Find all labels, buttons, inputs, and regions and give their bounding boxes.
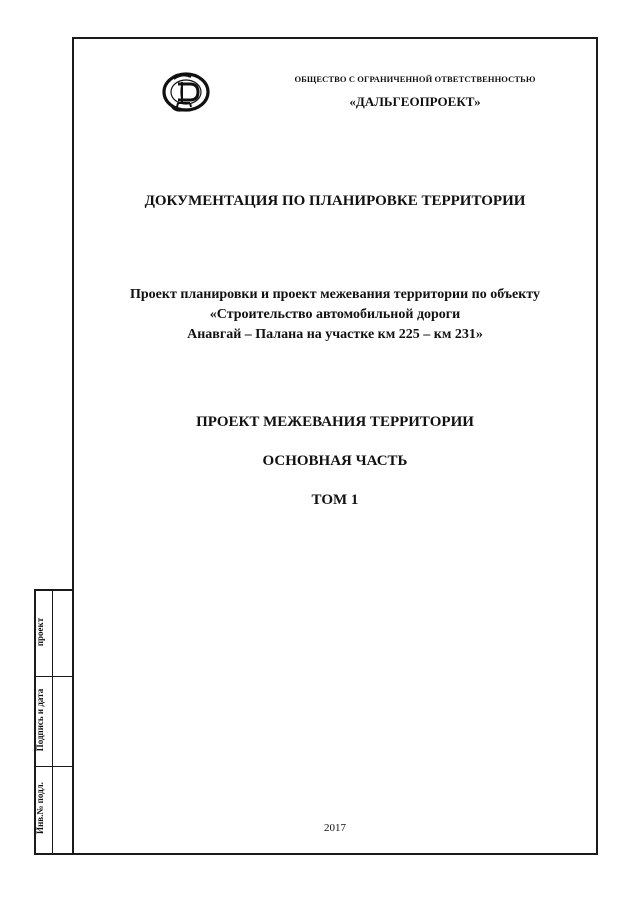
stamp-inv-no-label: Инв.№ подл.	[35, 782, 45, 834]
side-stamp-separator	[34, 676, 72, 677]
project-line: Анавгай – Палана на участке км 225 – км 231»	[187, 327, 483, 342]
document-year: 2017	[324, 822, 346, 834]
part-title: ОСНОВНАЯ ЧАСТЬ	[262, 453, 408, 469]
side-stamp-divider	[52, 589, 53, 855]
side-stamp-separator	[34, 766, 72, 767]
project-line: Проект планировки и проект межевания территории по объекту	[130, 287, 540, 302]
organization-type: ОБЩЕСТВО С ОГРАНИЧЕННОЙ ОТВЕТСТВЕННОСТЬЮ	[294, 74, 536, 84]
project-line: «Строительство автомобильной дороги	[209, 307, 461, 322]
stamp-project-label: проект	[35, 617, 45, 647]
project-description	[72, 285, 598, 345]
dalgeoproekt-logo-icon	[160, 70, 212, 114]
section-title: ПРОЕКТ МЕЖЕВАНИЯ ТЕРРИТОРИИ	[196, 414, 474, 430]
stamp-signature-date-label: Подпись и дата	[35, 688, 45, 752]
page-frame	[72, 37, 598, 855]
organization-name: «ДАЛЬГЕОПРОЕКТ»	[349, 94, 481, 109]
document-title: ДОКУМЕНТАЦИЯ ПО ПЛАНИРОВКЕ ТЕРРИТОРИИ	[144, 193, 526, 209]
volume-title: ТОМ 1	[311, 492, 359, 508]
